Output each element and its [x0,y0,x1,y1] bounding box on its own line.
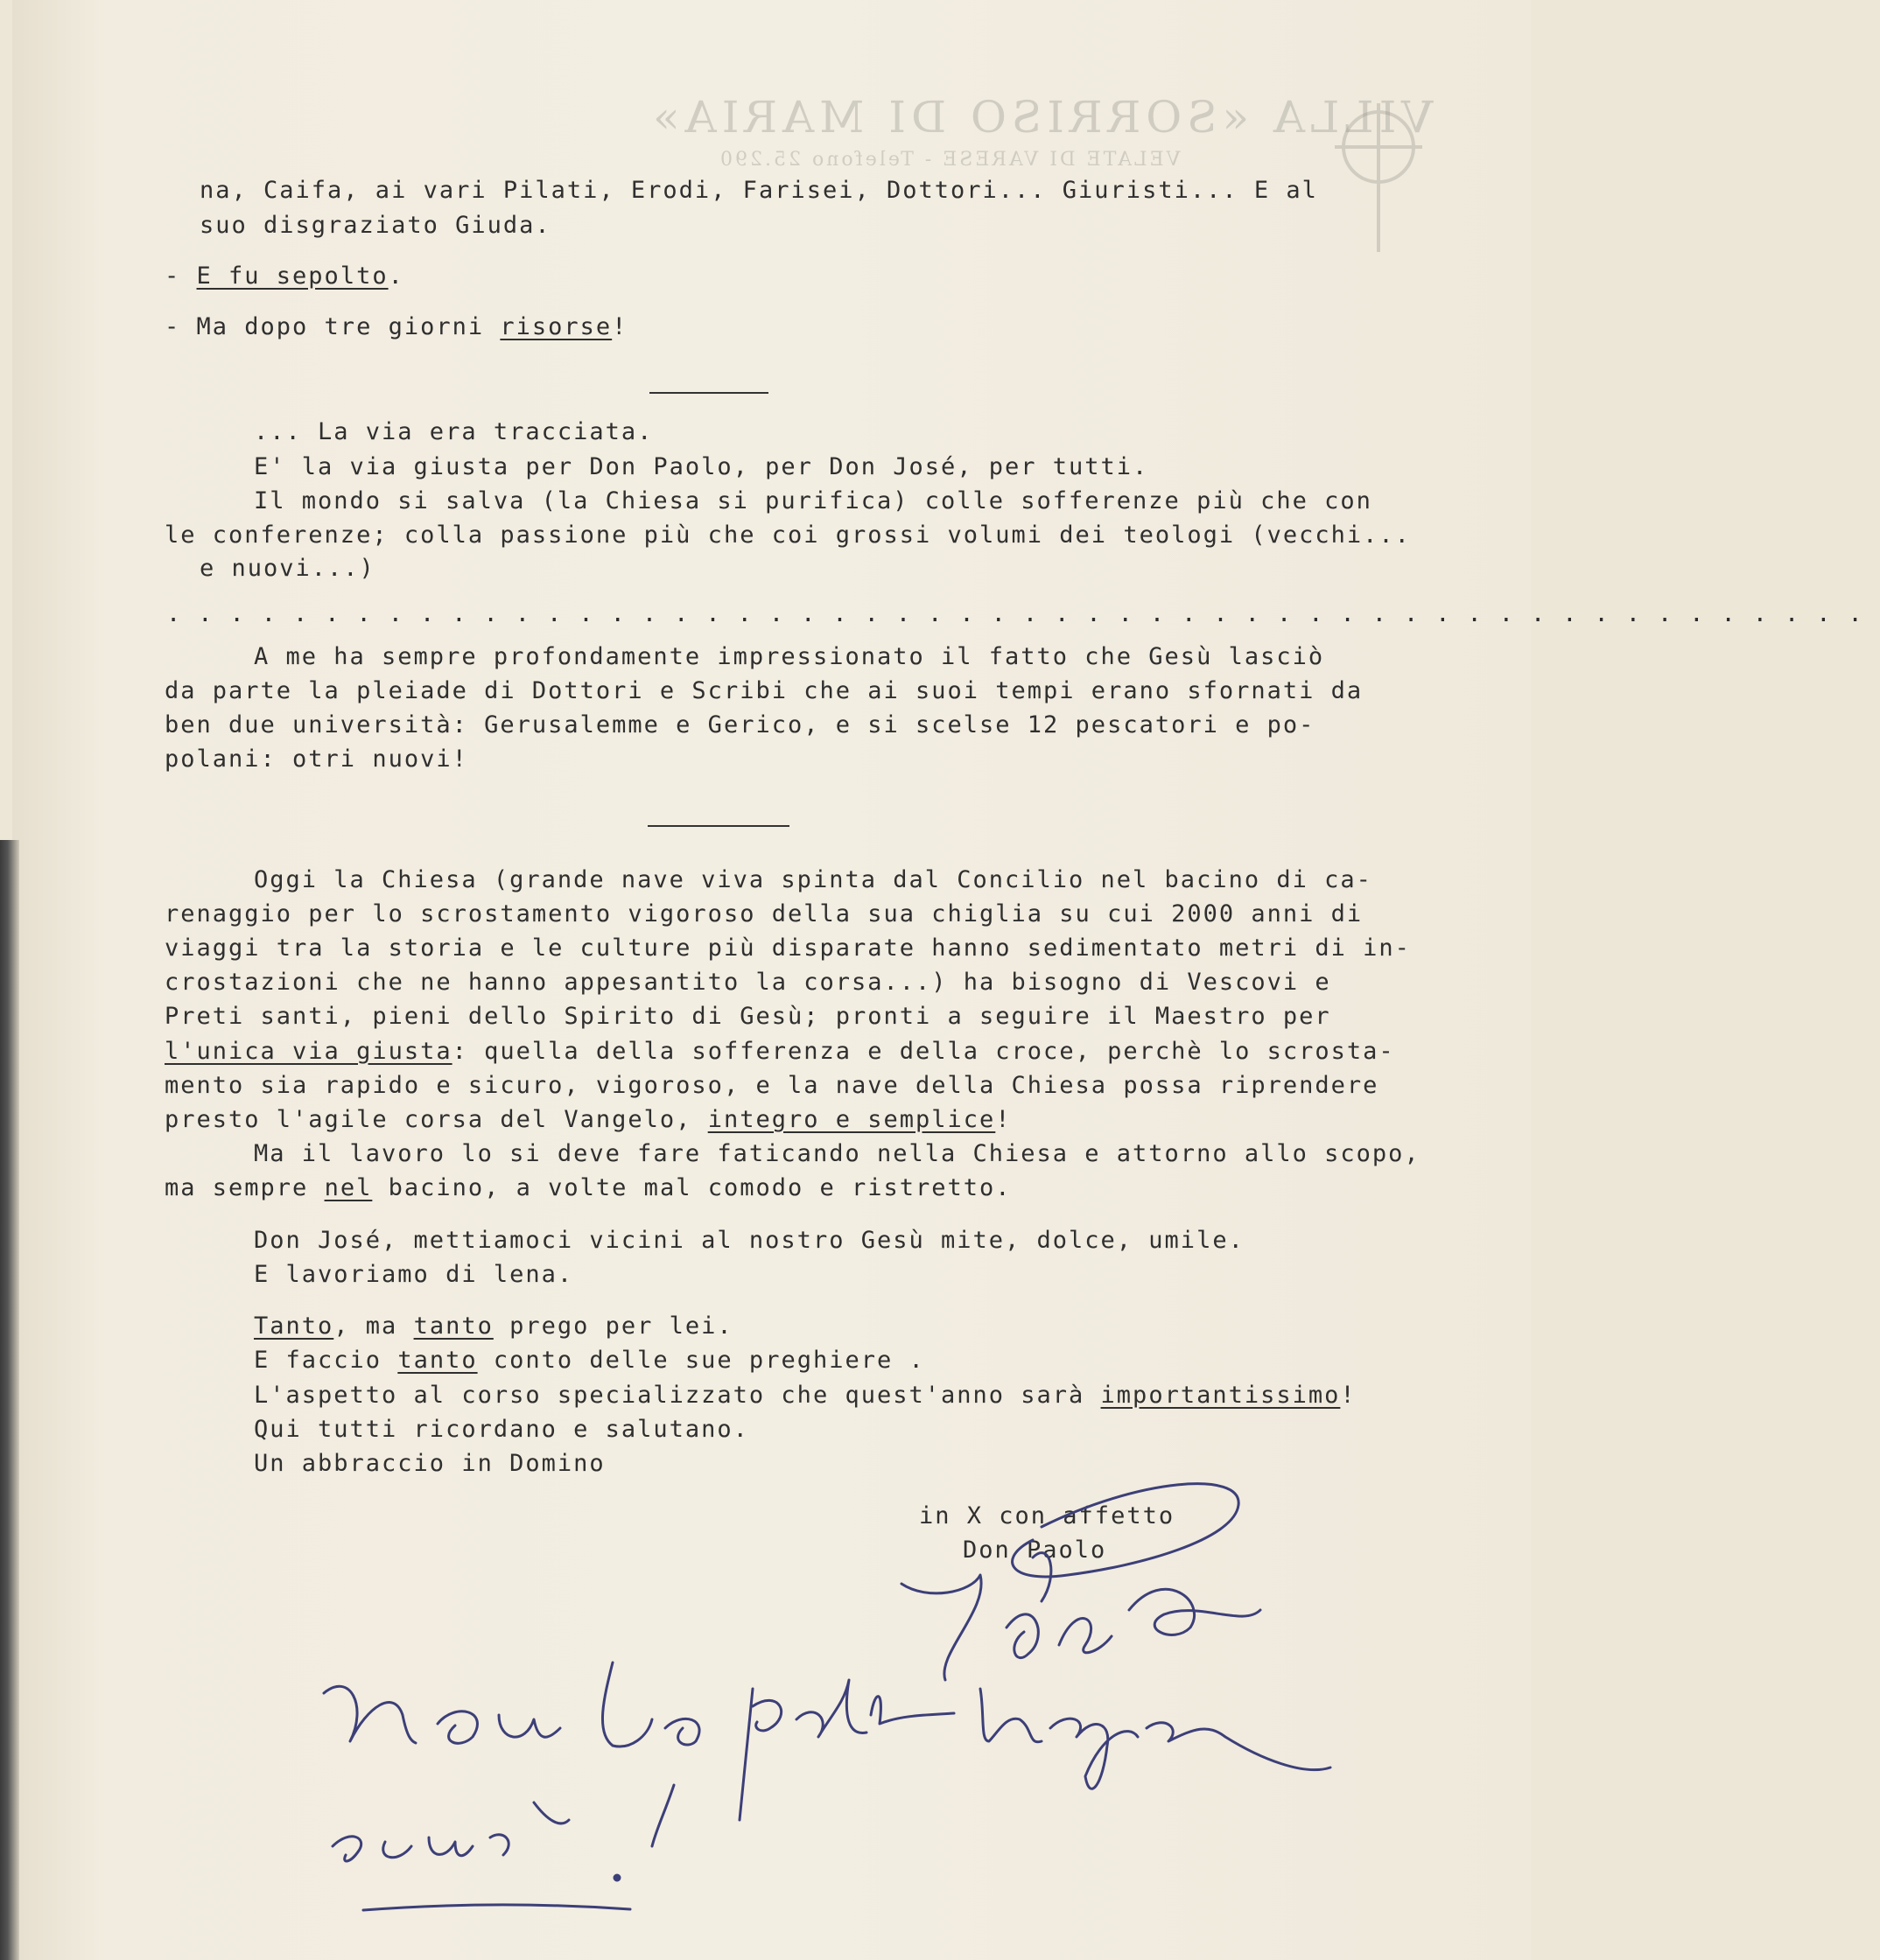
text-line-12: ben due università: Gerusalemme e Gerico, e si scelse 12 pescatori e po- [165,711,1315,738]
text-line-8: le conferenze; colla passione più che coi grossi volumi dei teologi (vecchi... [165,522,1411,549]
text-line-25: E lavoriamo di lena. [254,1261,574,1288]
text-line-26: Tanto, ma tanto prego per lei. [254,1312,733,1340]
signature-name: Don Paolo [963,1536,1107,1564]
text-line-19: l'unica via giusta: quella della sofferenza e della croce, perchè lo scrosta- [165,1038,1395,1065]
text-line-9: e nuovi...) [200,555,375,582]
text-line-17: crostazioni che ne hanno appesantito la corsa...) ha bisogno di Vescovi e [165,969,1331,996]
letterhead-subtitle-bleedthrough: VELATE DI VARESE - Telefono 25.290 [718,149,1181,171]
text-line-14: Oggi la Chiesa (grande nave viva spinta dal Concilio nel bacino di ca- [254,866,1372,893]
text-line-15: renaggio per lo scrostamento vigoroso della sua chiglia su cui 2000 anni di [165,900,1364,928]
text-line-23: ma sempre nel bacino, a volte mal comodo e ristretto. [165,1174,1012,1201]
text-line-10: A me ha sempre profondamente impressionato il fatto che Gesù lasciò [254,643,1325,670]
text-line-29: Qui tutti ricordano e salutano. [254,1416,749,1443]
text-line-5: ... La via era tracciata. [254,418,654,445]
text-line-28: L'aspetto al corso specializzato che quest'anno sarà importantissimo! [254,1382,1357,1409]
text-line-18: Preti santi, pieni dello Spirito di Gesù; pronti a seguire il Maestro per [165,1003,1331,1030]
text-line-risorse: - Ma dopo tre giorni risorse! [165,313,628,340]
text-line-20: mento sia rapido e sicuro, vigoroso, e la nave della Chiesa possa riprendere [165,1072,1379,1099]
text-line-7: Il mondo si salva (la Chiesa si purifica) colle sofferenze più che con [254,487,1372,514]
text-line-24: Don José, mettiamoci vicini al nostro Gesù mite, dolce, umile. [254,1227,1245,1254]
dotted-separator: ...................................................... [166,600,1880,627]
text-line-11: da parte la pleiade di Dottori e Scribi che ai suoi tempi erano sfornati da [165,677,1364,704]
text-line-1: na, Caifa, ai vari Pilati, Erodi, Farisei, Dottori... Giuristi... E al [200,177,1318,204]
text-line-sepolto: - E fu sepolto. [165,262,404,290]
text-line-27: E faccio tanto conto delle sue preghiere . [254,1347,925,1374]
text-line-6: E' la via giusta per Don Paolo, per Don José, per tutti. [254,453,1149,480]
text-line-30: Un abbraccio in Domino [254,1450,606,1477]
text-line-13: polani: otri nuovi! [165,746,468,773]
letterhead-bleedthrough: VILLA «SORRISO DI MARIA» [648,92,1434,143]
text-line-21: presto l'agile corsa del Vangelo, integro e semplice! [165,1106,1012,1133]
text-line-22: Ma il lavoro lo si deve fare faticando nella Chiesa e attorno allo scopo, [254,1140,1421,1167]
closing-line: in X con affetto [919,1502,1175,1530]
text-line-16: viaggi tra la storia e le culture più disparate hanno sedimentato metri di in- [165,934,1411,962]
text-line-2: suo disgraziato Giuda. [200,212,551,239]
